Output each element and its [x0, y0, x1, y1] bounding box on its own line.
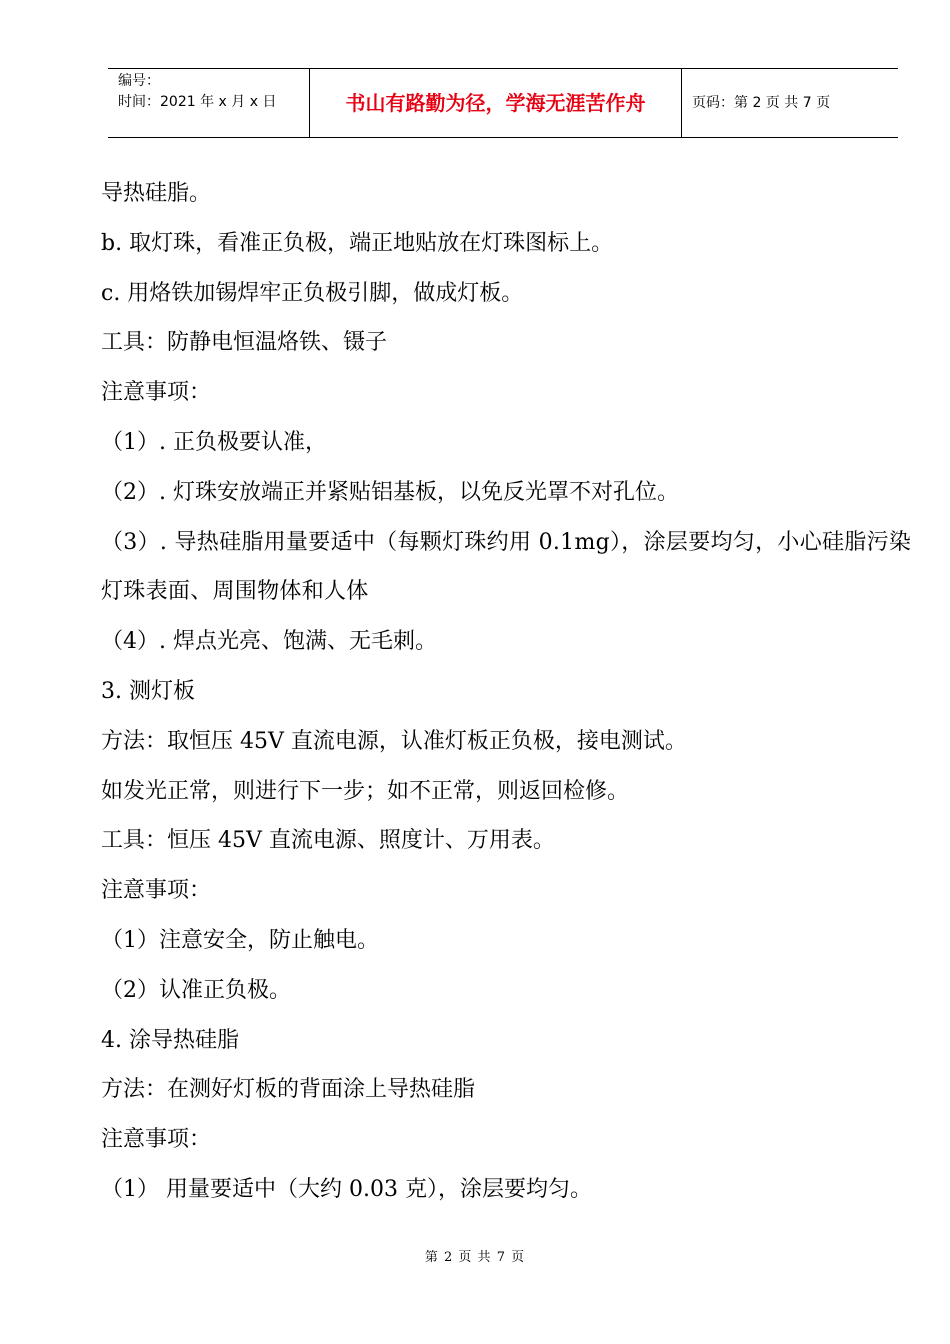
paragraph-line: 工具：防静电恒温烙铁、镊子	[101, 330, 388, 356]
document-number-label: 编号：	[118, 73, 160, 89]
list-item: （1）. 正负极要认准，	[101, 429, 327, 455]
paragraph-line: 方法：在测好灯板的背面涂上导热硅脂	[101, 1077, 476, 1103]
paragraph-line: 如发光正常，则进行下一步；如不正常，则返回检修。	[101, 778, 630, 804]
section-label: 注意事项：	[101, 878, 212, 904]
header-page-info: 页码：第 2 页 共 7 页	[692, 95, 831, 111]
paragraph-line: 方法：取恒压 45V 直流电源，认准灯板正负极，接电测试。	[101, 728, 687, 754]
paragraph-line: 工具：恒压 45V 直流电源、照度计、万用表。	[101, 828, 555, 854]
list-item: （1）注意安全，防止触电。	[101, 927, 379, 953]
paragraph-line: c. 用烙铁加锡焊牢正负极引脚，做成灯板。	[101, 280, 524, 306]
list-item: （4）. 焊点光亮、饱满、无毛刺。	[101, 629, 437, 655]
list-item: （2）. 灯珠安放端正并紧贴铝基板，以免反光罩不对孔位。	[101, 479, 679, 505]
paragraph-line: b. 取灯珠，看准正负极，端正地贴放在灯珠图标上。	[101, 230, 614, 256]
section-label: 注意事项：	[101, 1127, 212, 1153]
document-body	[101, 169, 913, 1215]
header-motto: 书山有路勤为径，学海无涯苦作舟	[310, 69, 682, 137]
section-heading: 4. 涂导热硅脂	[101, 1027, 239, 1053]
list-item: （2）认准正负极。	[101, 977, 291, 1003]
section-heading: 3. 测灯板	[101, 678, 195, 704]
list-item: （1） 用量要适中（大约 0.03 克），涂层要均匀。	[101, 1176, 592, 1202]
header-meta	[108, 69, 310, 137]
page-footer: 第 2 页 共 7 页	[424, 1250, 526, 1265]
document-time-label: 时间：2021 年 x 月 x 日	[118, 94, 277, 110]
list-item: （3）. 导热硅脂用量要适中（每颗灯珠约用 0.1mg），涂层要均匀，小心硅脂污染灯珠表面、周围物体和人体	[101, 529, 912, 605]
page-header	[108, 68, 898, 138]
section-label: 注意事项：	[101, 380, 212, 406]
paragraph-line: 导热硅脂。	[101, 181, 212, 206]
